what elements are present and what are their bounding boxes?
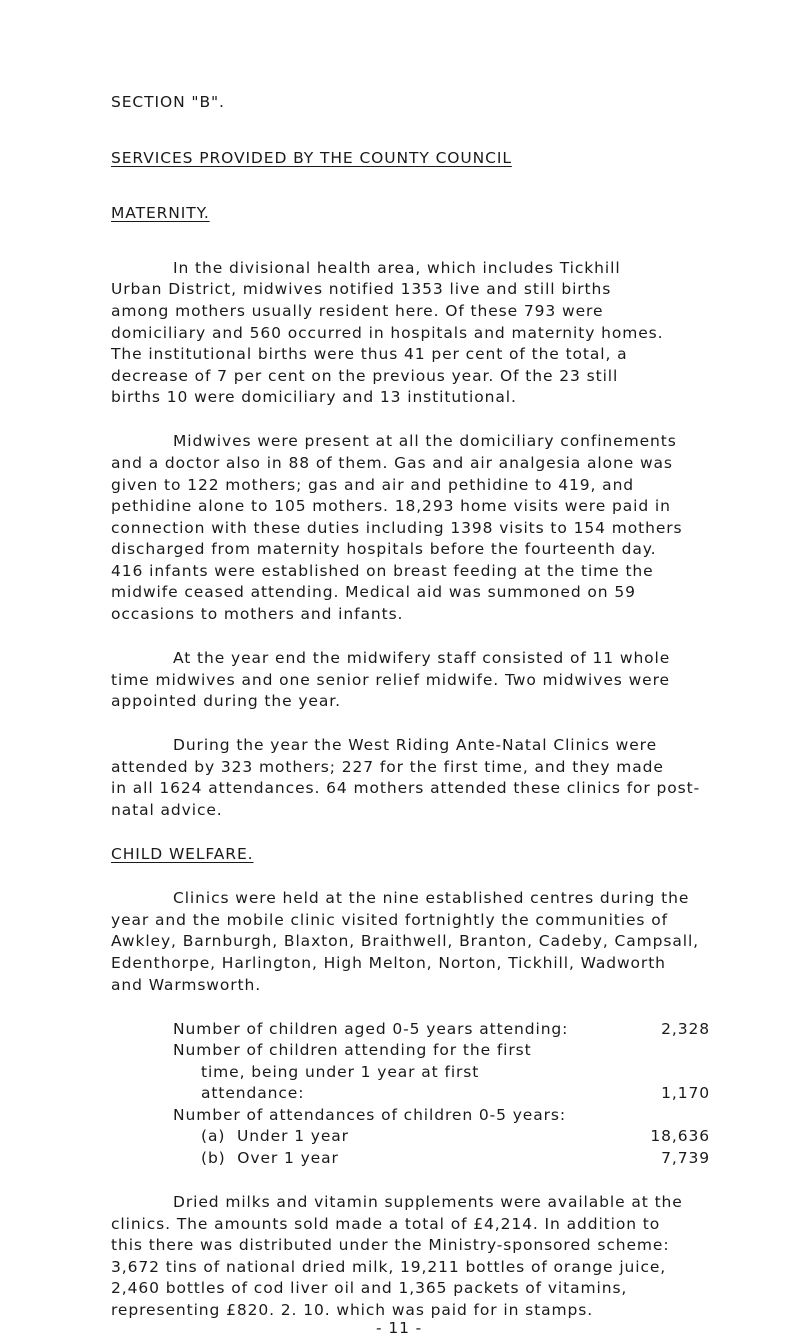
- text-line: and Warmsworth.: [111, 975, 262, 994]
- text-line: in all 1624 attendances. 64 mothers attended these clinics for post-: [111, 779, 701, 798]
- text-line: 2,460 bottles of cod liver oil and 1,365 packets of vitamins,: [111, 1279, 628, 1298]
- stat-label: Number of children aged 0-5 years attending:: [173, 1019, 569, 1038]
- stat-label: time, being under 1 year at first: [201, 1062, 480, 1081]
- text-line: natal advice.: [111, 801, 223, 819]
- text-line: At the year end the midwifery staff consisted of 11 whole: [173, 649, 671, 668]
- text-line: In the divisional health area, which includes Tickhill: [173, 258, 621, 277]
- text-line: occasions to mothers and infants.: [111, 604, 404, 623]
- text-line: 416 infants were established on breast feeding at the time the: [111, 561, 654, 580]
- stat-label: (a) Under 1 year: [201, 1127, 349, 1146]
- section-heading: SECTION "B".: [111, 93, 225, 112]
- text-line: connection with these duties including 1398 visits to 154 mothers: [111, 518, 683, 537]
- text-line: among mothers usually resident here. Of these 793 were: [111, 301, 604, 320]
- text-line: and a doctor also in 88 of them. Gas and air analgesia alone was: [111, 453, 673, 472]
- text-line: Dried milks and vitamin supplements were available at the: [173, 1193, 683, 1212]
- text-line: 3,672 tins of national dried milk, 19,211 bottles of orange juice,: [111, 1257, 667, 1276]
- page-number: - 11 -: [376, 1319, 423, 1337]
- stat-label: Number of children attending for the first: [173, 1041, 532, 1060]
- text-line: discharged from maternity hospitals before the fourteenth day.: [111, 540, 657, 559]
- page-title: SERVICES PROVIDED BY THE COUNTY COUNCIL: [111, 149, 512, 168]
- text-line: Clinics were held at the nine established centres during the: [173, 889, 690, 908]
- stat-value: 7,739: [661, 1149, 710, 1168]
- text-line: pethidine alone to 105 mothers. 18,293 home visits were paid in: [111, 497, 671, 516]
- text-line: year and the mobile clinic visited fortnightly the communities of: [111, 910, 668, 929]
- text-line: The institutional births were thus 41 per cent of the total, a: [111, 345, 628, 364]
- stat-label: Number of attendances of children 0-5 years:: [173, 1105, 566, 1124]
- text-line: Edenthorpe, Harlington, High Melton, Norton, Tickhill, Wadworth: [111, 953, 666, 972]
- stat-label: (b) Over 1 year: [201, 1149, 339, 1168]
- maternity-heading: MATERNITY.: [111, 203, 210, 222]
- text-line: domiciliary and 560 occurred in hospitals and maternity homes.: [111, 323, 664, 342]
- text-line: this there was distributed under the Ministry-sponsored scheme:: [111, 1236, 670, 1255]
- text-line: appointed during the year.: [111, 692, 341, 711]
- text-line: births 10 were domiciliary and 13 institutional.: [111, 388, 517, 407]
- text-line: representing £820. 2. 10. which was paid for in stamps.: [111, 1301, 594, 1319]
- text-line: attended by 323 mothers; 227 for the first time, and they made: [111, 757, 664, 776]
- text-line: midwife ceased attending. Medical aid was summoned on 59: [111, 583, 636, 602]
- child-welfare-heading: CHILD WELFARE.: [111, 845, 254, 864]
- stat-value: 2,328: [661, 1019, 710, 1038]
- text-line: time midwives and one senior relief midwife. Two midwives were: [111, 670, 670, 689]
- text-line: During the year the West Riding Ante-Natal Clinics were: [173, 736, 658, 755]
- stat-value: 1,170: [661, 1084, 710, 1103]
- stat-label: attendance:: [201, 1084, 305, 1103]
- text-line: clinics. The amounts sold made a total of £4,214. In addition to: [111, 1214, 661, 1233]
- text-line: Awkley, Barnburgh, Blaxton, Braithwell, Branton, Cadeby, Campsall,: [111, 932, 699, 951]
- text-line: decrease of 7 per cent on the previous year. Of the 23 still: [111, 366, 619, 385]
- text-line: Midwives were present at all the domiciliary confinements: [173, 432, 677, 451]
- text-line: Urban District, midwives notified 1353 live and still births: [111, 280, 612, 299]
- text-line: given to 122 mothers; gas and air and pethidine to 419, and: [111, 475, 635, 494]
- stat-value: 18,636: [650, 1127, 710, 1146]
